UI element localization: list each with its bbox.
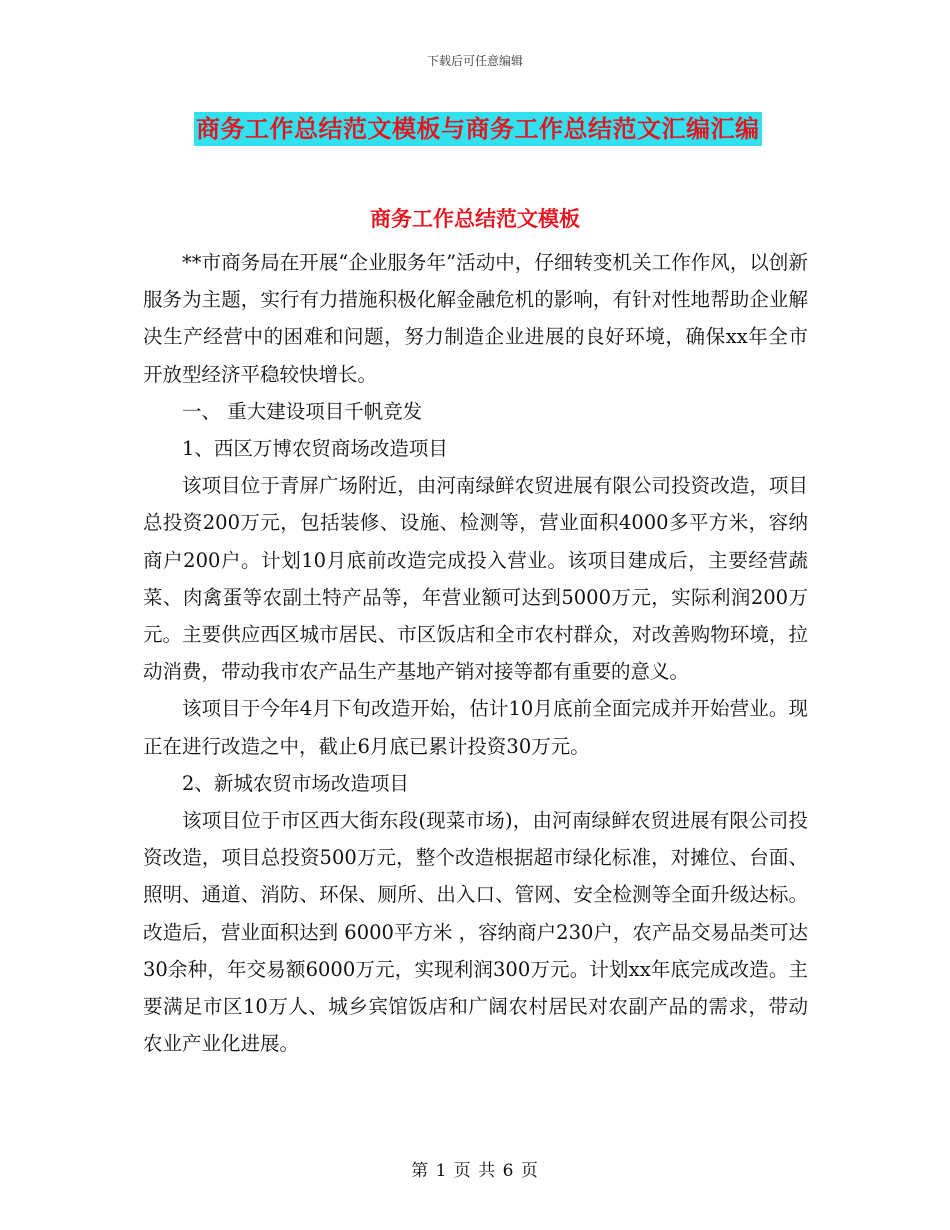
heading-project-1: 1、西区万博农贸商场改造项目 [182, 437, 448, 461]
document-body [143, 244, 808, 1062]
heading-project-2: 2、新城农贸市场改造项目 [182, 771, 409, 795]
paragraph-intro: **市商务局在开展“企业服务年”活动中，仔细转变机关工作作风，以创新服务为主题，实行有力措施积极化解金融危机的影响，有针对性地帮助企业解决生产经营中的困难和问题，努力制造企业进展的良好环境，确保xx年全市开放型经济平稳较快增长。 [143, 251, 808, 386]
section-title: 商务工作总结范文模板 [370, 206, 580, 231]
paragraph-project-2-desc: 该项目位于市区西大街东段(现菜市场)，由河南绿鲜农贸进展有限公司投资改造，项目总投资500万元，整个改造根据超市绿化标准，对摊位、台面、照明、通道、消防、环保、厕所、出入口、管网、安全检测等全面升级达标。改造后，营业面积达到 6000平方米 ，容纳商户230户，农产品交易品类可达30余种，年交易额6000万元，实现利润300万元。计划xx年底完成改造。主要满足市区10万人、城乡宾馆饭店和广阔农村居民对农副产品的需求，带动农业产业化进展。 [143, 809, 808, 1056]
page-number-footer: 第 1 页 共 6 页 [411, 1161, 539, 1181]
paragraph-project-1-desc: 该项目位于青屏广场附近，由河南绿鲜农贸进展有限公司投资改造，项目总投资200万元，包括装修、设施、检测等，营业面积4000多平方米，容纳商户200户。计划10月底前改造完成投入营业。该项目建成后，主要经营蔬菜、肉禽蛋等农副土特产品等，年营业额可达到5000万元，实际利润200万元。主要供应西区城市居民、市区饭店和全市农村群众，对改善购物环境，拉动消费，带动我市农产品生产基地产销对接等都有重要的意义。 [143, 474, 808, 684]
header-note: 下载后可任意编辑 [426, 54, 523, 68]
document-main-title: 商务工作总结范文模板与商务工作总结范文汇编汇编 [194, 112, 762, 146]
paragraph-project-1-progress: 该项目于今年4月下旬改造开始，估计10月底前全面完成并开始营业。现正在进行改造之中，截止6月底已累计投资30万元。 [143, 697, 808, 758]
heading-major-projects: 一、 重大建设项目千帆竞发 [182, 399, 423, 423]
